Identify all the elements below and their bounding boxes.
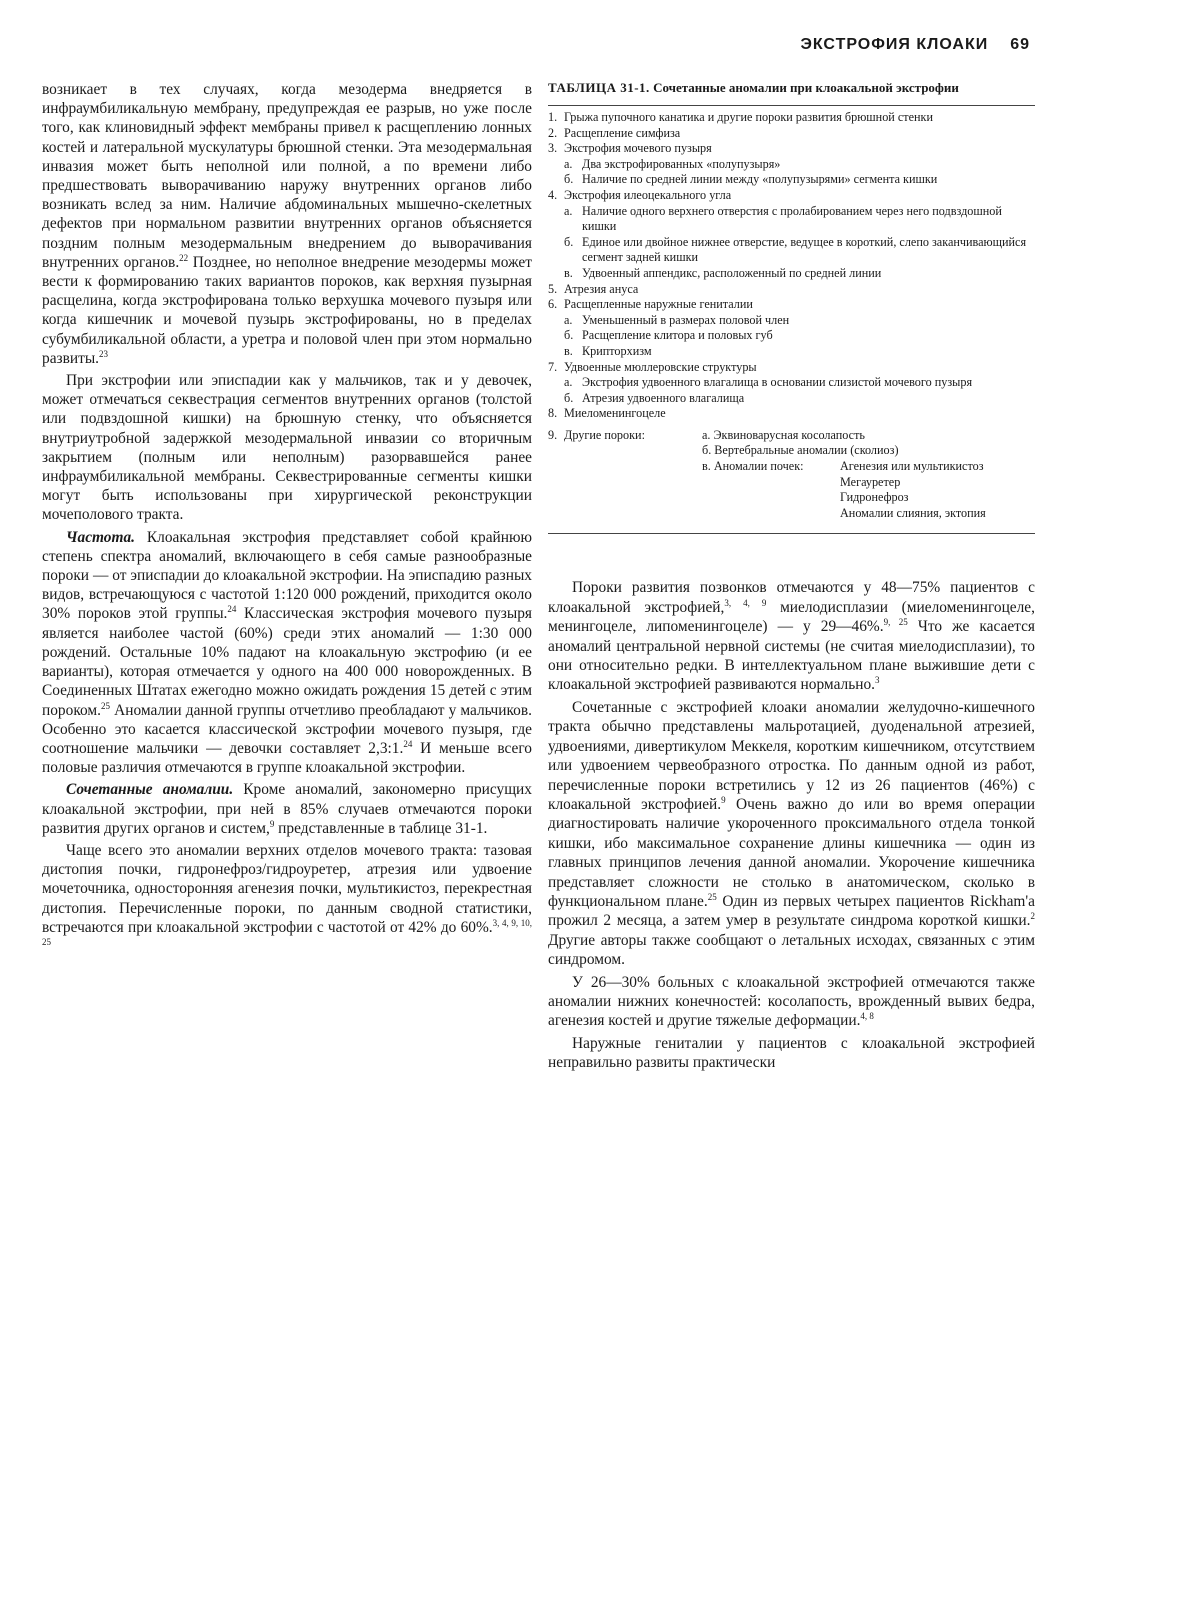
running-header	[560, 36, 1030, 54]
reference: 4, 8	[860, 1011, 874, 1022]
sub-item-letter: б.	[564, 328, 574, 343]
sub-item	[548, 266, 1035, 282]
item-text: Экстрофия илеоцекального угла	[564, 187, 732, 202]
sub-item	[548, 157, 1035, 173]
item-number: 2.	[548, 125, 558, 140]
list-item	[548, 428, 1035, 522]
text-run: Сочетанные с экстрофией клоаки аномалии желудочно-кишечного тракта обычно представлены мальротацией, дуоденальной атрезией, удвоениями, дивертикулом Меккеля, коротким кишечником, отсутствием или удвоением червеобразного отростка. По данным одной из работ, перечисленные пороки встретились у 12 из 26 пациентов (46%) с клоакальной экстрофией.	[548, 698, 1035, 813]
item-number: 7.	[548, 359, 558, 374]
text-run: Один из первых четырех пациентов Rickham'а прожил 2 месяца, а затем умер в результате синдрома короткой кишки.	[548, 892, 1035, 930]
table-caption: Сочетанные аномалии при клоакальной экстрофии	[653, 80, 959, 95]
paragraph	[42, 780, 532, 838]
sub-item: а. Эквиноварусная косолапость	[702, 427, 865, 442]
list-item	[548, 141, 1035, 157]
paragraph	[548, 578, 1035, 694]
sub-item-letter: б.	[564, 390, 574, 405]
text-run: миелодисплазии (миеломенингоцеле, менингоцеле, липоменингоцеле) — у 29—46%.	[548, 598, 1035, 636]
sub-item: б. Вертебральные аномалии (сколиоз)	[702, 443, 899, 458]
sub-item-text: Атрезия удвоенного влагалища	[582, 390, 745, 405]
right-column	[548, 80, 1035, 1076]
list-item	[548, 360, 1035, 376]
item-number: 5.	[548, 281, 558, 296]
reference: 3, 4, 9	[724, 597, 767, 608]
list-item	[548, 282, 1035, 298]
sub-item	[548, 235, 1035, 266]
reference: 22	[179, 252, 189, 263]
sub-item-letter: в.	[564, 265, 573, 280]
table-item-9	[548, 428, 1035, 528]
sub-item-letter: в.	[564, 343, 573, 358]
item-number: 1.	[548, 110, 558, 124]
paragraph	[42, 371, 532, 525]
table-label: ТАБЛИЦА 31-1.	[548, 80, 650, 95]
table-31-1	[548, 80, 1035, 534]
sub-item-text: Уменьшенный в размерах половой член	[582, 312, 790, 327]
text-run: Аномалии данной группы отчетливо преобладают у мальчиков. Особенно это касается классической экстрофии мочевого пузыря, где соотношение мальчики — девочки составляет 2,3:1.	[42, 701, 532, 757]
item-text: Расщепленные наружные гениталии	[564, 297, 753, 312]
list-item	[548, 297, 1035, 313]
reference: 23	[99, 348, 109, 359]
sub-item-letter: б.	[564, 172, 574, 187]
reference: 24	[227, 604, 237, 615]
sub-item-text: Расщепление клитора и половых губ	[582, 328, 773, 343]
list-item	[548, 126, 1035, 142]
text-run: Что же касается аномалий центральной нервной системы (не считая миелодисплазии), то они относительно редки. В интеллектуальном плане выжившие дети с клоакальной экстрофией развиваются нормально.	[548, 618, 1036, 694]
kidney-list	[840, 459, 1035, 521]
paragraph	[42, 80, 532, 368]
paragraph	[548, 1034, 1035, 1073]
text-run: Позднее, но неполное внедрение мезодермы может вести к формированию таких вариантов пороков, как верхняя пузырная расщелина, когда экстрофирована только верхушка мочевого пузыря или когда кишечник и мочевой пузырь экстрофированы, но в пределах субумбиликальной области, а уретра и половой член при этом нормально развиты.	[42, 253, 532, 367]
reference: 2	[1030, 911, 1035, 922]
item-label: Другие пороки:	[564, 427, 645, 442]
reference: 3	[875, 675, 880, 686]
left-column	[42, 80, 532, 959]
sub-item-text: Удвоенный аппендикс, расположенный по средней линии	[582, 265, 882, 280]
item-text: Миеломенингоцеле	[564, 406, 666, 421]
sub-item-text: Два экстрофированных «полупузыря»	[582, 156, 781, 171]
reference: 3, 4, 9, 10, 25	[42, 917, 533, 947]
right-text	[548, 578, 1035, 1072]
item-number: 6.	[548, 297, 558, 312]
sub-item-letter: а.	[564, 375, 573, 390]
reference: 9	[721, 794, 726, 805]
text-run: Клоакальная экстрофия представляет собой крайнюю степень спектра аномалий, включающего в себя самые разнообразные пороки — от эписпадии до клоакальной экстрофии. На эписпадию разных видов, встречающуюся с частотой 1:120 000 рождений, приходится около 30% пороков этой группы.	[42, 528, 532, 623]
table-title	[548, 80, 1035, 95]
reference: 9	[269, 818, 275, 829]
text-run: Наружные гениталии у пациентов с клоакальной экстрофией неправильно развиты практически	[548, 1034, 1035, 1072]
text-run: Классическая экстрофия мочевого пузыря является наиболее частой (60%) среди этих аномалий — 1:30 000 рождений. Остальные 10% падают на клоакальную экстрофию (и ее варианты), которая отмечается у одного на 400 000 новорожденных. В Соединенных Штатах ежегодно можно ожидать рождения 15 детей с этим пороком.	[42, 605, 532, 719]
sub-item-letter: а.	[564, 312, 573, 327]
kidney-anomaly: Аномалии слияния, эктопия	[840, 505, 986, 520]
text-run: Пороки развития позвонков отмечаются у 48—75% пациентов с клоакальной экстрофией,	[548, 579, 1035, 616]
list-item	[548, 188, 1035, 204]
paragraph	[42, 841, 532, 956]
kidney-anomaly: Мегауретер	[840, 474, 901, 489]
sub-item	[548, 375, 1035, 391]
reference: 9, 25	[883, 617, 908, 628]
text-run: И меньше всего половые различия отмечаются в группе клоакальной экстрофии.	[42, 739, 532, 777]
sub-item-text: Экстрофия удвоенного влагалища в основании слизистой мочевого пузыря	[582, 375, 973, 390]
sub-item	[548, 328, 1035, 344]
sub-item-letter: а.	[564, 156, 573, 171]
sub-item	[548, 313, 1035, 329]
kidney-anomaly: Агенезия или мультикистоз	[840, 459, 984, 474]
text-run: представленные в таблице 31-1.	[274, 819, 488, 837]
item-text: Удвоенные мюллеровские структуры	[564, 359, 757, 374]
item-text: Расщепление симфиза	[564, 125, 681, 140]
item-number: 3.	[548, 141, 558, 156]
sub-item	[548, 204, 1035, 235]
paragraph	[548, 698, 1035, 970]
paragraph	[42, 528, 532, 778]
text-run: возникает в тех случаях, когда мезодерма внедряется в инфраумбиликальную мембрану, предупреждая ее разрыв, но уже после того, как клиновидный эффект мембраны привел к расщеплению лонных костей и латеральной мускулатуры брюшной стенки. Эта мезодермальная инвазия может быть неполной или полной, а по времени либо предшествовать выворачиванию наружу внутренних органов либо возникать вслед за ним. Наличие абдоминальных мышечно-скелетных дефектов при нормальном развитии внутренних органов объясняется поздним полным мезодермальным внедрением до выворачивания внутренних органов.	[42, 81, 532, 271]
sub-item-letter: б.	[564, 234, 574, 249]
paragraph	[548, 973, 1035, 1031]
text-run: Кроме аномалий, закономерно присущих клоакальной экстрофии, при ней в 85% случаев отмечаются пороки развития других органов и систем,	[42, 781, 532, 837]
item-number: 4.	[548, 187, 558, 202]
reference: 25	[101, 700, 111, 711]
sub-item	[548, 172, 1035, 188]
kidney-anomaly: Гидронефроз	[840, 490, 909, 505]
running-title: ЭКСТРОФИЯ КЛОАКИ	[800, 36, 989, 53]
sub-item-text: Наличие одного верхнего отверстия с пролабированием через него подвздошной кишки	[582, 203, 1002, 234]
text-run: Очень важно до или во время операции диагностировать наличие укороченного проксимального отдела тонкой кишки, ибо максимальное сохранение длины кишечника — один из главных принципов лечения данной аномалии. Укорочение кишечника представляет сложности не столько в анатомическом, сколько в функциональном плане.	[548, 795, 1035, 910]
sub-item: в. Аномалии почек:	[702, 459, 804, 474]
list-item	[548, 406, 1035, 422]
sub-item-text: Единое или двойное нижнее отверстие, ведущее в короткий, слепо заканчивающийся сегмент задней кишки	[582, 234, 1027, 265]
text-run: При экстрофии или эписпадии как у мальчиков, так и у девочек, может отмечаться секвестрация сегментов внутренних органов (толстой или подвздошной кишки) на брюшную стенку, что объясняется внутриутробной задержкой мезодермальной инвазии со вторичным закрытием (полным или неполным) разорвавшейся ранее инфраумбиликальной мембраны. Секвестрированные сегменты кишки могут быть использованы при хирургической реконструкции мочеполового тракта.	[42, 372, 532, 524]
text-run: Чаще всего это аномалии верхних отделов мочевого тракта: тазовая дистопия почки, гидронефроз/гидроуретер, атрезия или удвоение мочеточника, односторонняя агенезия почки, мультикистоз, перекрестная дистопия. Перечисленные пороки, по данным сводной статистики, встречаются при клоакальной экстрофии с частотой от 42% до 60%.	[42, 841, 532, 936]
item-number: 8.	[548, 406, 558, 421]
reference: 25	[707, 891, 717, 902]
sub-item-text: Наличие по средней линии между «полупузырями» сегмента кишки	[582, 172, 938, 187]
text-run: У 26—30% больных с клоакальной экстрофией отмечаются также аномалии нижних конечностей: косолапость, врожденный вывих бедра, агенезия костей и другие тяжелые деформации.	[548, 973, 1035, 1030]
item-text: Экстрофия мочевого пузыря	[564, 141, 712, 156]
reference: 24	[403, 738, 413, 749]
item-text: Атрезия ануса	[564, 281, 639, 296]
section-lead: Сочетанные аномалии.	[66, 781, 234, 799]
sub-item-text: Крипторхизм	[582, 343, 652, 358]
item-number: 9.	[548, 427, 558, 442]
text-run: Другие авторы также сообщают о летальных исходах, связанных с этим синдромом.	[548, 931, 1035, 969]
page-number: 69	[1010, 36, 1030, 53]
sub-item	[548, 391, 1035, 407]
section-lead: Частота.	[66, 528, 136, 546]
sub-item-letter: а.	[564, 203, 573, 218]
list-item	[548, 110, 1035, 126]
sub-item	[548, 344, 1035, 360]
table-list	[548, 106, 1035, 428]
item-text: Грыжа пупочного канатика и другие пороки развития брюшной стенки	[564, 110, 933, 124]
